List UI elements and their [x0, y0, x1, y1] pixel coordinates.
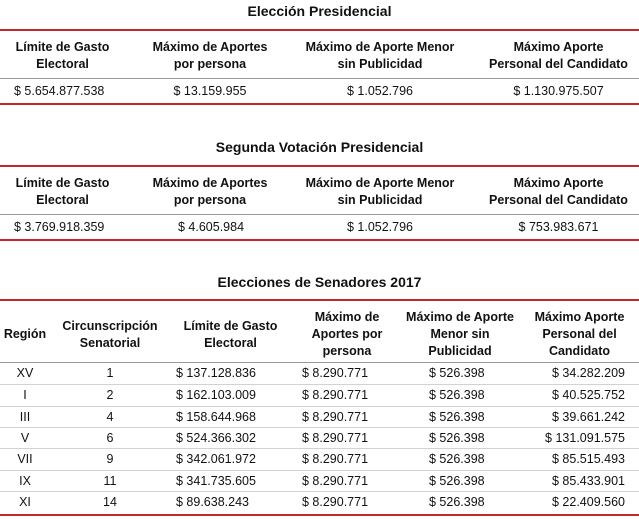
table-row [0, 448, 639, 470]
table3-header-max-aportes [292, 309, 402, 360]
header-line: Máximo de Aporte Menor [305, 40, 455, 54]
cell-circunscripcion: 1 [106, 366, 114, 380]
cell-aporte-menor: $ 526.398 [429, 366, 485, 380]
cell-region: VII [17, 452, 33, 467]
table1-header-rule [0, 78, 639, 79]
header-line: Límite de Gasto [183, 319, 278, 333]
table2-header-limit [0, 175, 125, 209]
header-line: Circunscripción [62, 319, 158, 333]
header-line: persona [322, 344, 372, 358]
header-line: Aportes por [311, 327, 383, 341]
table1-cell-aporte-candidato: $ 1.130.975.507 [513, 84, 604, 98]
header-line: Límite de Gasto [15, 176, 110, 190]
table3-header-circunscripcion [55, 318, 165, 352]
cell-max-aportes: $ 8.290.771 [302, 430, 369, 445]
table1-header-max-aportes [135, 39, 285, 73]
cell-region: XI [19, 494, 31, 509]
table-row [0, 406, 639, 428]
header-line: Senatorial [79, 336, 141, 350]
cell-limit: $ 89.638.243 [176, 494, 249, 509]
cell-aporte-candidato: $ 85.515.493 [552, 452, 625, 467]
cell-circunscripcion: 6 [106, 430, 114, 445]
table2-header-aporte-menor [290, 175, 470, 209]
table3-title: Elecciones de Senadores 2017 [217, 274, 422, 290]
header-line: Máximo de Aportes [152, 40, 268, 54]
table1-cell-max-aportes: $ 13.159.955 [173, 84, 247, 98]
table3-bottom-rule [0, 514, 639, 516]
table1-title: Elección Presidencial [247, 3, 392, 19]
cell-limit: $ 342.061.972 [176, 452, 256, 467]
cell-limit: $ 524.366.302 [176, 430, 256, 445]
header-line: sin Publicidad [337, 57, 423, 71]
table2-cell-aporte-candidato: $ 753.983.671 [518, 220, 599, 234]
header-line: Límite de Gasto [15, 40, 110, 54]
cell-limit: $ 137.128.836 [176, 366, 256, 380]
header-line: Máximo de Aportes [152, 176, 268, 190]
cell-aporte-candidato: $ 22.409.560 [552, 494, 625, 509]
table3-header-region [0, 326, 50, 343]
header-line: por persona [173, 193, 247, 207]
cell-region: IX [19, 473, 31, 488]
cell-limit: $ 158.644.968 [176, 409, 256, 424]
header-line: sin Publicidad [337, 193, 423, 207]
cell-circunscripcion: 2 [106, 388, 114, 403]
header-line: por persona [173, 57, 247, 71]
table2-cell-max-aportes: $ 4.605.984 [178, 220, 245, 234]
table1-header-limit [0, 39, 125, 73]
table3-header-limit [168, 318, 293, 352]
table2-header-max-aportes [135, 175, 285, 209]
table1-cell-limit: $ 5.654.877.538 [14, 84, 105, 98]
cell-aporte-candidato: $ 85.433.901 [552, 473, 625, 488]
header-line: Electoral [36, 57, 89, 71]
table3-header-aporte-menor [395, 309, 525, 360]
cell-max-aportes: $ 8.290.771 [302, 409, 369, 424]
cell-max-aportes: $ 8.290.771 [302, 366, 369, 380]
table2-title: Segunda Votación Presidencial [215, 139, 424, 155]
cell-max-aportes: $ 8.290.771 [302, 494, 369, 509]
cell-aporte-menor: $ 526.398 [429, 452, 485, 467]
cell-limit: $ 341.735.605 [176, 473, 256, 488]
cell-max-aportes: $ 8.290.771 [302, 473, 369, 488]
cell-region: III [19, 409, 31, 424]
header-line: Candidato [548, 344, 611, 358]
header-line: Personal del [542, 327, 617, 341]
header-line: Máximo Aporte [513, 176, 604, 190]
header-line: Electoral [36, 193, 89, 207]
header-line: Máximo de Aporte [406, 310, 514, 324]
cell-aporte-candidato: $ 40.525.752 [552, 388, 625, 403]
table-row [0, 470, 639, 492]
cell-limit: $ 162.103.009 [176, 388, 256, 403]
header-line: Máximo Aporte [534, 310, 625, 324]
table2-bottom-rule [0, 239, 639, 241]
cell-aporte-menor: $ 526.398 [429, 388, 485, 403]
cell-max-aportes: $ 8.290.771 [302, 452, 369, 467]
header-line: Personal del Candidato [489, 57, 628, 71]
cell-aporte-menor: $ 526.398 [429, 473, 485, 488]
table1-bottom-rule [0, 103, 639, 105]
cell-circunscripcion: 4 [106, 409, 114, 424]
table-row [0, 384, 639, 406]
header-line: Máximo de Aporte Menor [305, 176, 455, 190]
table3-top-rule [0, 299, 639, 301]
header-line: Publicidad [428, 344, 492, 358]
cell-max-aportes: $ 8.290.771 [302, 388, 369, 403]
table1-header-aporte-menor [290, 39, 470, 73]
table-row [0, 491, 639, 513]
cell-circunscripcion: 9 [106, 452, 114, 467]
cell-aporte-candidato: $ 34.282.209 [552, 366, 625, 380]
table1-top-rule [0, 29, 639, 31]
cell-aporte-candidato: $ 39.661.242 [552, 409, 625, 424]
table2-header-aporte-candidato [478, 175, 639, 209]
table2-top-rule [0, 165, 639, 167]
header-line: Electoral [204, 336, 257, 350]
cell-aporte-menor: $ 526.398 [429, 409, 485, 424]
table3-header-aporte-candidato [520, 309, 639, 360]
header-line: Personal del Candidato [489, 193, 628, 207]
table2-cell-limit: $ 3.769.918.359 [14, 220, 105, 234]
cell-aporte-candidato: $ 131.091.575 [545, 430, 625, 445]
header-line: Máximo de [314, 310, 380, 324]
header-line: Menor sin [430, 327, 490, 341]
table1-header-aporte-candidato [478, 39, 639, 73]
cell-circunscripcion: 11 [103, 473, 117, 488]
table1-cell-aporte-menor: $ 1.052.796 [346, 84, 414, 98]
cell-region: I [23, 388, 27, 403]
cell-region: XV [16, 366, 34, 380]
table2-header-rule [0, 214, 639, 215]
header-line: Máximo Aporte [513, 40, 604, 54]
table-row [0, 363, 639, 384]
table-row [0, 427, 639, 449]
table2-cell-aporte-menor: $ 1.052.796 [346, 220, 414, 234]
cell-circunscripcion: 14 [103, 494, 117, 509]
cell-aporte-menor: $ 526.398 [429, 494, 485, 509]
header-line: Región [3, 327, 47, 341]
cell-aporte-menor: $ 526.398 [429, 430, 485, 445]
cell-region: V [20, 430, 30, 445]
